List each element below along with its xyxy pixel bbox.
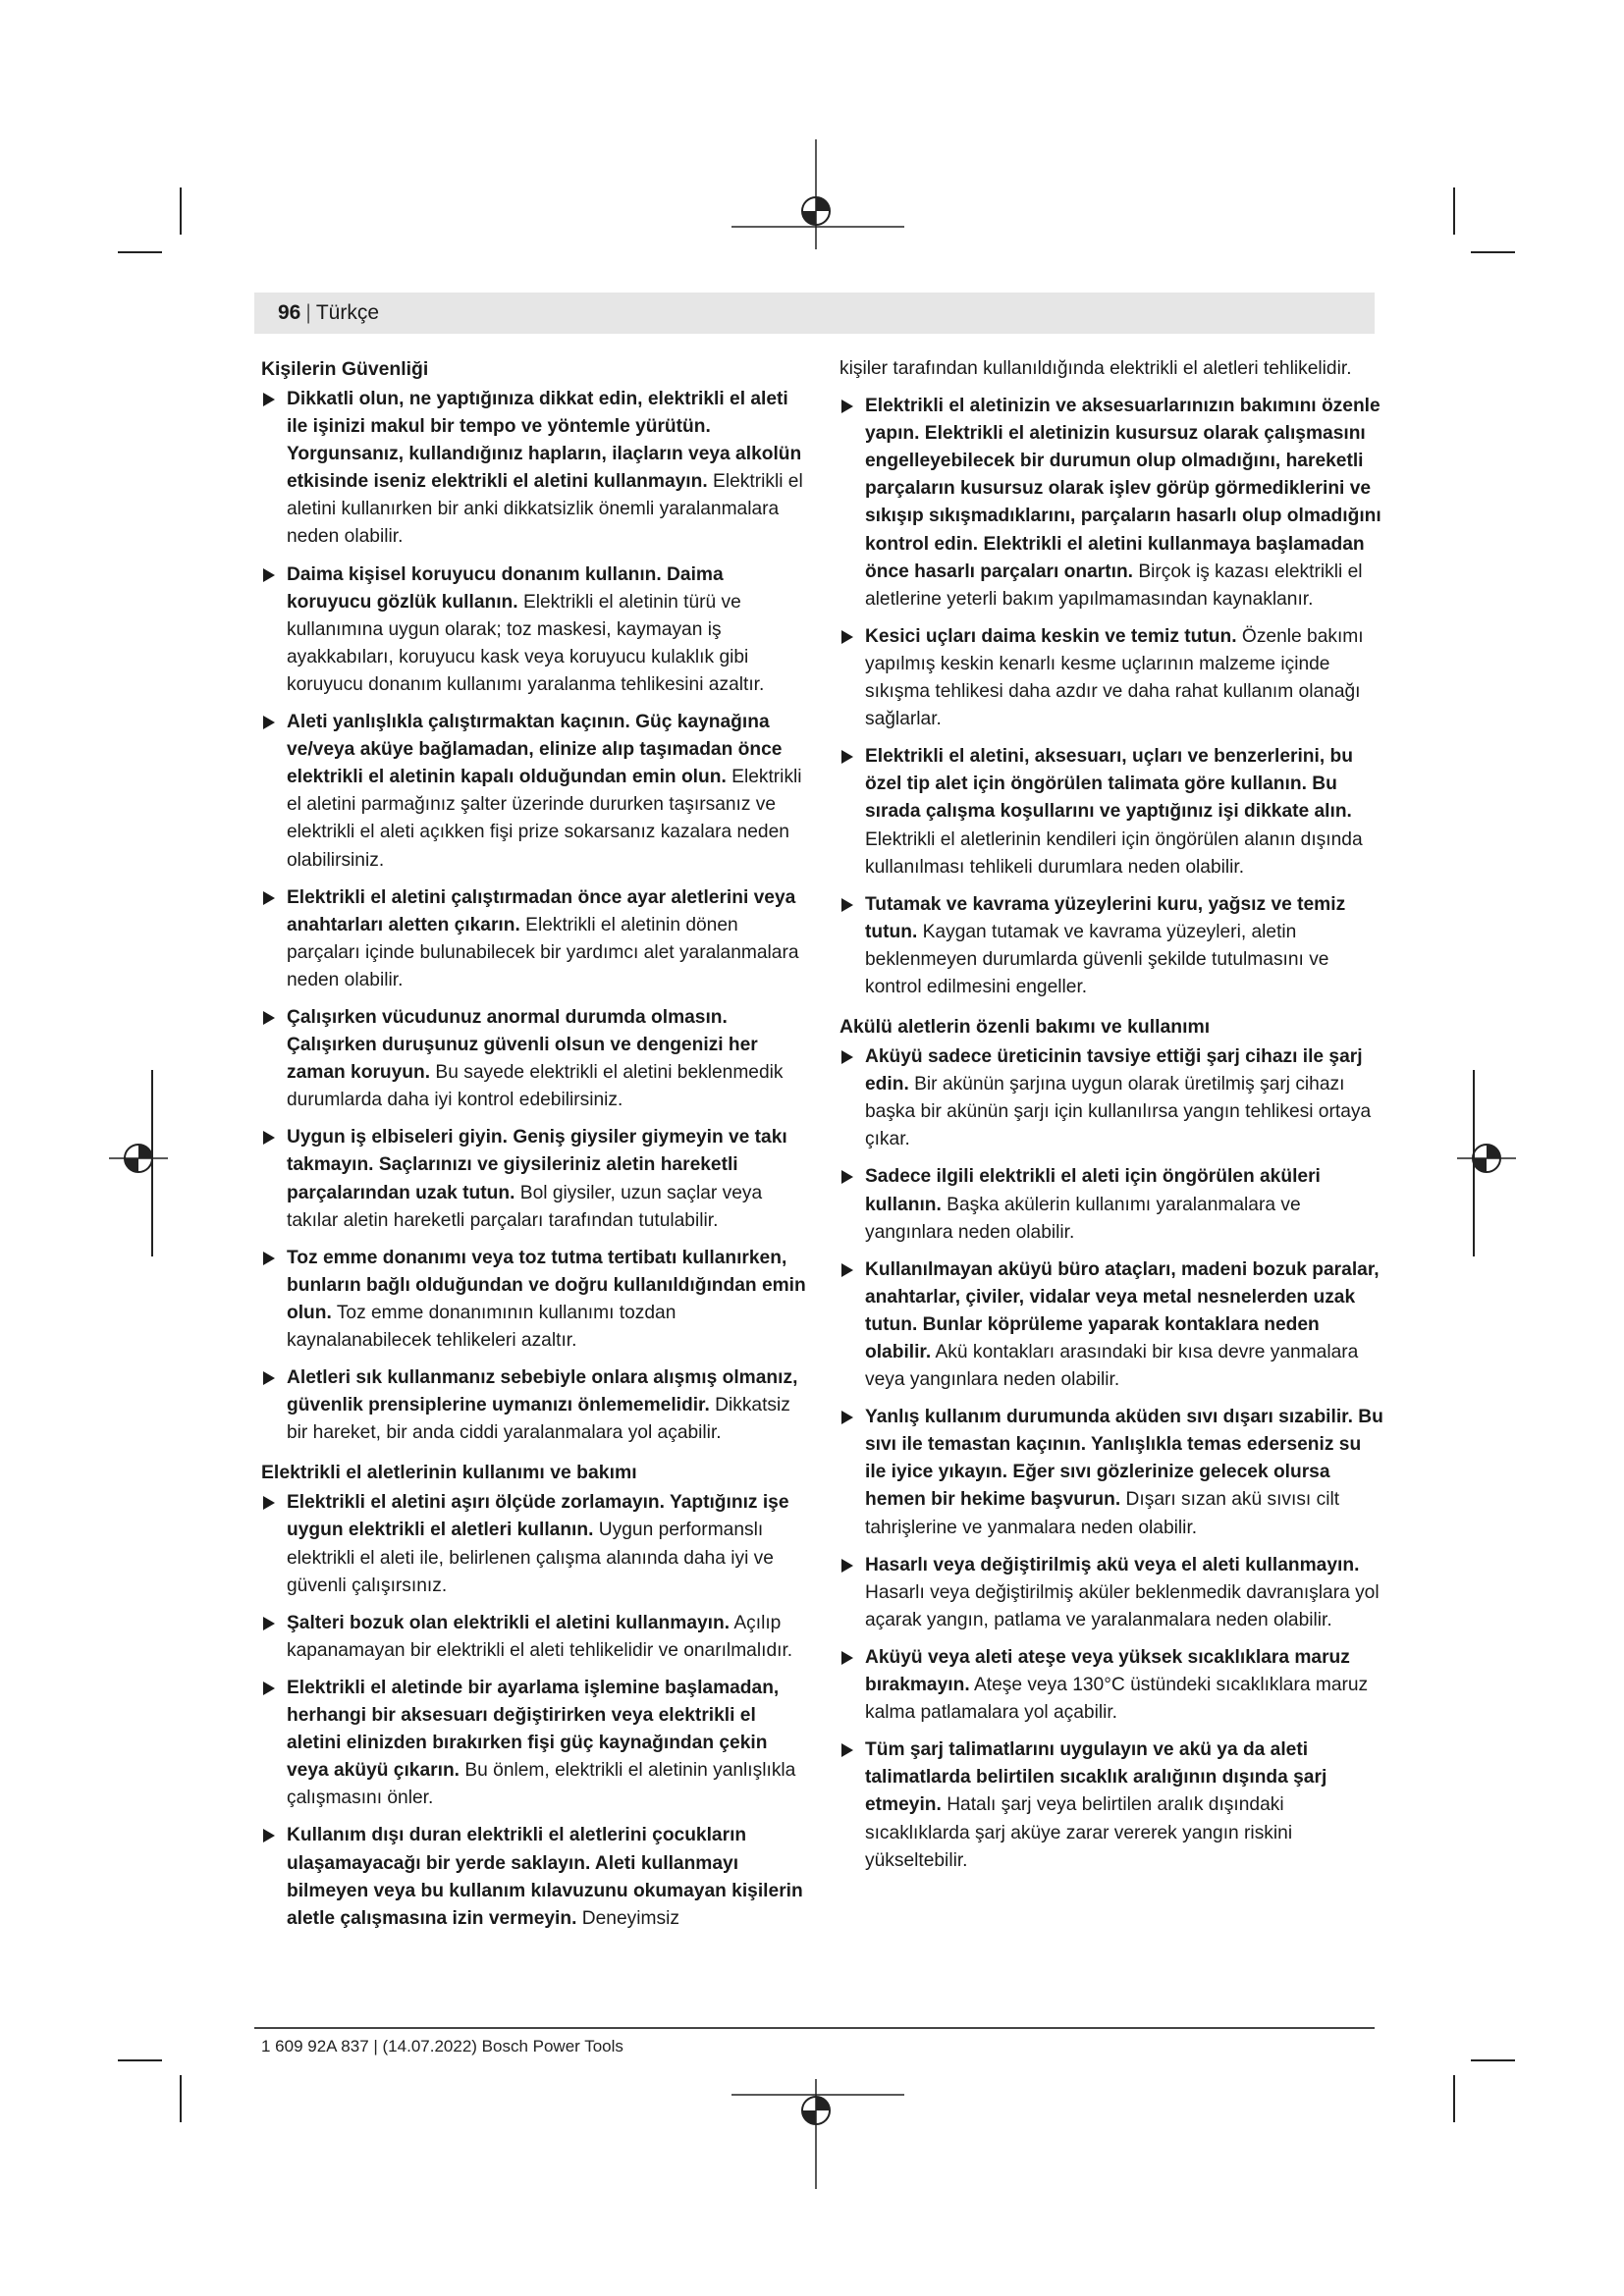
page-number: 96 (278, 301, 301, 324)
crop-mark (180, 187, 182, 235)
safety-item: Aküyü veya aleti ateşe veya yüksek sıcaklıklara maruz bırakmayın. Ateşe veya 130°C üstündeki sıcaklıklara maruz kalma patlamalara yol açabilir. (839, 1644, 1385, 1727)
safety-item: Tüm şarj talimatlarını uygulayın ve akü ya da aleti talimatlarda belirtilen sıcaklık aralığının dışında şarj etmeyin. Hatalı şarj veya belirtilen aralık dışındaki sıcaklıklarda şarj aküye zarar vererek yangın riskini yükseltebilir. (839, 1736, 1385, 1874)
bullet-arrow-icon (263, 1829, 275, 1842)
safety-item: Elektrikli el aletini, aksesuarı, uçları ve benzerlerini, bu özel tip alet için öngörülen talimata göre kullanın. Bu sırada çalışma koşullarını ve yaptığınız işi dikkate alın. Elektrikli el aletlerinin kendileri için öngörülen alanın dışında kullanılması tehlikeli durumlara neden olabilir. (839, 743, 1385, 881)
safety-item: Daima kişisel koruyucu donanım kullanın. Daima koruyucu gözlük kullanın. Elektrikli el aletinin türü ve kullanımına uygun olarak; toz maskesi, kaymayan iş ayakkabıları, koruyucu kask veya koruyucu kulaklık gibi koruyucu donanım kullanımı yaralanma tehlikesini azaltır. (261, 561, 807, 699)
bullet-arrow-icon (841, 630, 853, 644)
crop-mark (180, 2075, 182, 2122)
bullet-arrow-icon (263, 716, 275, 729)
safety-item: Sadece ilgili elektrikli el aleti için öngörülen aküleri kullanın. Başka akülerin kullanımı yaralanmalara ve yangınlara neden olabilir. (839, 1163, 1385, 1246)
header-separator: | (305, 301, 311, 324)
registration-mark-bottom (731, 2079, 904, 2189)
safety-item: Uygun iş elbiseleri giyin. Geniş giysiler giymeyin ve takı takmayın. Saçlarınızı ve giysileriniz aletin hareketli parçalarından uzak tutun. Bol giysiler, uzun saçlar veya takılar aletin hareketli parçaları tarafından tutulabilir. (261, 1124, 807, 1234)
safety-item: Aletleri sık kullanmanız sebebiyle onlara alışmış olmanız, güvenlik prensiplerine uymanızı önlememelidir. Dikkatsiz bir hareket, bir anda ciddi yaralanmalara yol açabilir. (261, 1364, 807, 1447)
page-header (254, 293, 1375, 334)
crop-mark (1471, 2059, 1515, 2061)
bullet-arrow-icon (841, 750, 853, 764)
crop-mark (118, 251, 162, 253)
safety-item: Aküyü sadece üreticinin tavsiye ettiği şarj cihazı ile şarj edin. Bir akünün şarjına uygun olarak üretilmiş şarj cihazı başka bir akünün şarjı için kullanılırsa yangın tehlikesi ortaya çıkar. (839, 1043, 1385, 1153)
bullet-arrow-icon (841, 1651, 853, 1665)
bullet-arrow-icon (841, 1263, 853, 1277)
bullet-arrow-icon (841, 1559, 853, 1573)
right-column (839, 355, 1385, 1885)
safety-item: Kesici uçları daima keskin ve temiz tutun. Özenle bakımı yapılmış keskin kenarlı kesme uçlarının malzeme içinde sıkışma tehlikesi daha azdır ve daha rahat kullanım olanağı sağlarlar. (839, 623, 1385, 733)
crop-mark (1471, 251, 1515, 253)
registration-mark-top (731, 139, 904, 249)
continuation-text: kişiler tarafından kullanıldığında elektrikli el aletleri tehlikelidir. (839, 358, 1352, 379)
registration-mark-left (109, 1119, 168, 1198)
safety-item: Dikkatli olun, ne yaptığınıza dikkat edin, elektrikli el aleti ile işinizi makul bir tempo ve yöntemle yürütün. Yorgunsanız, kullandığınız hapların, ilaçların veya alkolün etkisinde iseniz elektrikli el aletini kullanmayın. Elektrikli el aletini kullanırken bir anki dikkatsizlik önemli yaralanmalara neden olabilir. (261, 386, 807, 552)
bullet-arrow-icon (841, 1170, 853, 1184)
bullet-arrow-icon (263, 1617, 275, 1630)
bullet-arrow-icon (263, 1252, 275, 1265)
bullet-arrow-icon (263, 1011, 275, 1025)
bullet-arrow-icon (841, 1743, 853, 1757)
safety-item: Toz emme donanımı veya toz tutma tertibatı kullanırken, bunların bağlı olduğundan ve doğru kullanıldığından emin olun. Toz emme donanımının kullanımı tozdan kaynalanabilecek tehlikeleri azaltır. (261, 1245, 807, 1355)
bullet-arrow-icon (263, 1131, 275, 1145)
left-column (261, 355, 807, 1943)
bullet-arrow-icon (841, 400, 853, 413)
crop-mark (1453, 2075, 1455, 2122)
crop-mark (118, 2059, 162, 2061)
safety-item: Elektrikli el aletini çalıştırmadan önce ayar aletlerini veya anahtarları aletten çıkarın. Elektrikli el aletinin dönen parçaları içinde bulunabilecek bir yardımcı alet yaralanmalara neden olabilir. (261, 884, 807, 994)
bullet-arrow-icon (841, 898, 853, 912)
safety-item: Kullanım dışı duran elektrikli el aletlerini çocukların ulaşamayacağı bir yerde saklayın. Aleti kullanmayı bilmeyen veya bu kullanım kılavuzunu okumayan kişilerin aletle çalışmasına izin vermeyin. Deneyimsiz (261, 1822, 807, 1932)
page-footer: 1 609 92A 837 | (14.07.2022) Bosch Power Tools (261, 2037, 623, 2056)
safety-item: Elektrikli el aletinde bir ayarlama işlemine başlamadan, herhangi bir aksesuarı değiştirirken veya elektrikli el aletini elinizden bırakırken fişi güç kaynağından çekin veya aküyü çıkarın. Bu önlem, elektrikli el aletinin yanlışlıkla çalışmasını önler. (261, 1675, 807, 1812)
safety-item: Şalteri bozuk olan elektrikli el aletini kullanmayın. Açılıp kapanamayan bir elektrikli el aleti tehlikelidir ve onarılmalıdır. (261, 1610, 807, 1665)
header-language: Türkçe (315, 301, 380, 324)
safety-item: Kullanılmayan aküyü büro ataçları, madeni bozuk paralar, anahtarlar, çiviler, vidalar veya metal nesnelerden uzak tutun. Bunlar köprüleme yaparak kontaklara neden olabilir. Akü kontakları arasındaki bir kısa devre yanmalara veya yangınlara neden olabilir. (839, 1256, 1385, 1394)
section-title-battery-tools: Akülü aletlerin özenli bakımı ve kullanımı (839, 1016, 1211, 1039)
bullet-arrow-icon (841, 1411, 853, 1424)
registration-mark-right (1457, 1119, 1516, 1198)
safety-item: Yanlış kullanım durumunda aküden sıvı dışarı sızabilir. Bu sıvı ile temastan kaçının. Yanlışlıkla temas ederseniz su ile iyice yıkayın. Eğer sıvı gözlerinize gelecek olursa hemen bir hekime başvurun. Dışarı sızan akü sıvısı cilt tahrişlerine ve yanmalara neden olabilir. (839, 1404, 1385, 1541)
bullet-arrow-icon (263, 891, 275, 905)
safety-item: Çalışırken vücudunuz anormal durumda olmasın. Çalışırken duruşunuz güvenli olsun ve dengenizi her zaman koruyun. Bu sayede elektrikli el aletini beklenmedik durumlarda daha iyi kontrol edebilirsiniz. (261, 1004, 807, 1114)
safety-item: Tutamak ve kavrama yüzeylerini kuru, yağsız ve temiz tutun. Kaygan tutamak ve kavrama yüzeyleri, aletin beklenmeyen durumlarda güvenli şekilde tutulmasını ve kontrol edilmesini engeller. (839, 891, 1385, 1001)
bullet-arrow-icon (263, 1682, 275, 1695)
bullet-arrow-icon (263, 1371, 275, 1385)
bullet-arrow-icon (263, 568, 275, 582)
section-title-tool-use-care: Elektrikli el aletlerinin kullanımı ve bakımı (261, 1462, 637, 1484)
safety-item: Elektrikli el aletini aşırı ölçüde zorlamayın. Yaptığınız işe uygun elektrikli el aletleri kullanın. Uygun performanslı elektrikli el aleti ile, belirlenen çalışma alanında daha iyi ve güvenli çalışırsınız. (261, 1489, 807, 1599)
crop-mark (1453, 187, 1455, 235)
safety-item: Aleti yanlışlıkla çalıştırmaktan kaçının. Güç kaynağına ve/veya aküye bağlamadan, elinize alıp taşımadan önce elektrikli el aletinin kapalı olduğundan emin olun. Elektrikli el aletini parmağınız şalter üzerinde dururken taşırsanız ve elektrikli el aleti açıkken fişi prize sokarsanız kazalara neden olabilirsiniz. (261, 709, 807, 875)
section-title-personal-safety: Kişilerin Güvenliği (261, 358, 429, 380)
footer-divider (254, 2027, 1375, 2029)
bullet-arrow-icon (841, 1050, 853, 1064)
bullet-arrow-icon (263, 393, 275, 406)
safety-item: Elektrikli el aletinizin ve aksesuarlarınızın bakımını özenle yapın. Elektrikli el aletinizin kusursuz olarak çalışmasını engelleyebilecek bir durumun olup olmadığını, hareketli parçaların kusursuz olarak işlev görüp görmediklerini ve sıkışıp sıkışmadıklarını, parçaların hasarlı olup olmadığını kontrol edin. Elektrikli el aletini kullanmaya başlamadan önce hasarlı parçaları onartın. Birçok iş kazası elektrikli el aletlerine yeterli bakım yapılmamasından kaynaklanır. (839, 393, 1385, 614)
safety-item: Hasarlı veya değiştirilmiş akü veya el aleti kullanmayın. Hasarlı veya değiştirilmiş aküler beklenmedik davranışlara yol açarak yangın, patlama ve yaralanmalara neden olabilir. (839, 1552, 1385, 1634)
bullet-arrow-icon (263, 1496, 275, 1510)
